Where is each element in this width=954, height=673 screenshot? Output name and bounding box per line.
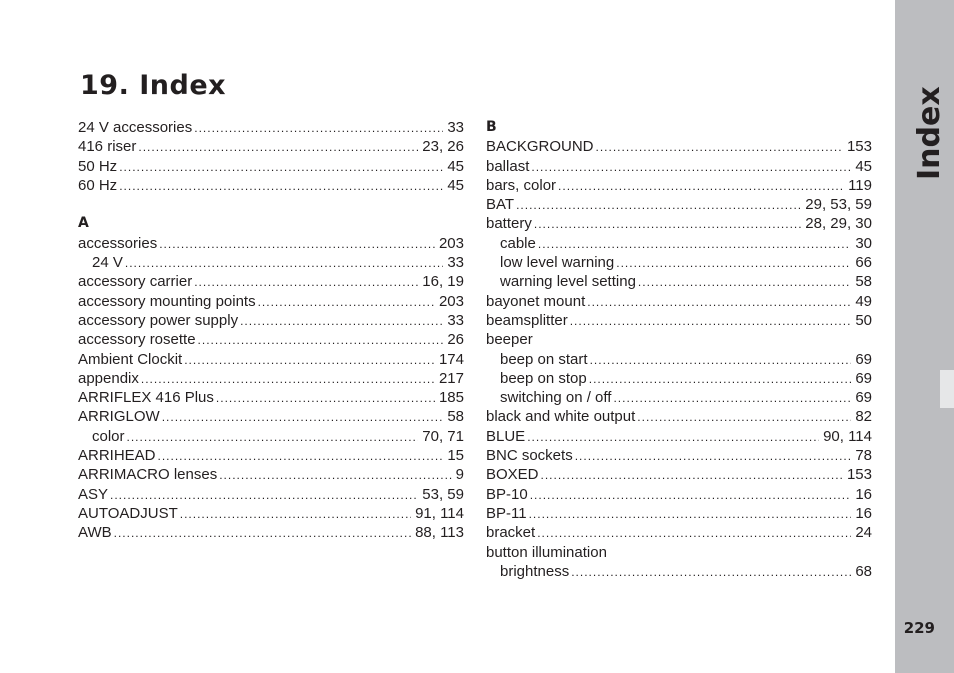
index-page-refs: 90, 114 — [823, 427, 872, 445]
dot-leader — [558, 177, 844, 196]
index-spacer — [78, 195, 464, 214]
dot-leader — [570, 312, 852, 331]
index-entry — [486, 137, 872, 156]
page-number: 229 — [903, 619, 935, 637]
index-entry — [78, 388, 464, 407]
index-subentry — [486, 272, 872, 291]
dot-leader — [531, 158, 851, 177]
index-term: BAT — [486, 196, 515, 214]
index-term: BACKGROUND — [486, 138, 594, 156]
dot-leader — [114, 524, 411, 543]
side-tab-label: Index — [912, 86, 947, 180]
index-page-refs: 88, 113 — [415, 524, 464, 542]
index-term: accessory rosette — [78, 331, 196, 349]
index-entry — [486, 292, 872, 311]
index-entry — [486, 523, 872, 542]
index-subentry — [486, 562, 872, 581]
dot-leader — [516, 196, 801, 215]
index-page-refs: 68 — [855, 562, 872, 580]
index-term: bayonet mount — [486, 292, 586, 310]
index-page-refs: 49 — [855, 292, 872, 310]
index-page-refs: 203 — [438, 292, 464, 310]
index-page-refs: 45 — [447, 176, 464, 194]
index-entry — [486, 407, 872, 426]
index-letter-heading: A — [78, 215, 89, 232]
index-page-refs: 119 — [848, 176, 872, 194]
index-term: ASY — [78, 485, 109, 503]
index-term: ballast — [486, 157, 530, 175]
index-term: accessory mounting points — [78, 292, 256, 310]
index-entry — [78, 485, 464, 504]
dot-leader — [575, 447, 852, 466]
index-entry — [78, 330, 464, 349]
index-term: beep on start — [500, 350, 588, 368]
index-term: beeper — [486, 331, 533, 349]
index-term: Ambient Clockit — [78, 350, 183, 368]
index-column-right — [486, 118, 872, 581]
index-subentry — [78, 427, 464, 446]
index-column-left — [78, 118, 464, 543]
index-page-refs: 50 — [855, 311, 872, 329]
dot-leader — [194, 119, 443, 138]
index-subentry — [486, 253, 872, 272]
dot-leader — [194, 273, 418, 292]
index-term: BP-11 — [486, 504, 527, 522]
dot-leader — [138, 138, 418, 157]
dot-leader — [590, 351, 852, 370]
index-entry — [486, 427, 872, 446]
index-term: bracket — [486, 524, 536, 542]
index-entry — [78, 311, 464, 330]
index-term: black and white output — [486, 408, 636, 426]
index-term: beep on stop — [500, 369, 587, 387]
page-title: 19. Index — [80, 70, 227, 101]
dot-leader — [125, 254, 443, 273]
dot-leader — [119, 158, 443, 177]
index-term: warning level setting — [500, 273, 636, 291]
dot-leader — [216, 389, 435, 408]
index-term: appendix — [78, 369, 139, 387]
index-entry — [486, 195, 872, 214]
index-term: switching on / off — [500, 389, 612, 407]
index-term: 24 V — [92, 254, 123, 272]
dot-leader — [162, 408, 444, 427]
index-entry — [486, 465, 872, 484]
index-term: AWB — [78, 524, 112, 542]
dot-leader — [538, 235, 851, 254]
dot-leader — [596, 138, 843, 157]
index-page-refs: 9 — [455, 466, 464, 484]
index-subentry — [486, 350, 872, 369]
index-term: 24 V accessories — [78, 119, 193, 136]
index-term: accessory carrier — [78, 273, 193, 291]
dot-leader — [530, 486, 852, 505]
index-term: ARRIGLOW — [78, 408, 160, 426]
index-entry — [486, 485, 872, 504]
index-term: color — [92, 427, 125, 445]
index-page-refs: 26 — [447, 331, 464, 349]
index-term: battery — [486, 215, 532, 233]
index-page-refs: 29, 53, 59 — [805, 196, 872, 214]
index-entry — [78, 292, 464, 311]
index-page-refs: 69 — [855, 369, 872, 387]
dot-leader — [638, 273, 851, 292]
index-term: button illumination — [486, 543, 607, 561]
index-entry — [486, 157, 872, 176]
dot-leader — [127, 428, 419, 447]
index-term: accessory power supply — [78, 311, 239, 329]
dot-leader — [110, 486, 418, 505]
index-page-refs: 78 — [855, 447, 872, 465]
index-term: 50 Hz — [78, 157, 118, 175]
dot-leader — [141, 370, 435, 389]
index-page-refs: 82 — [855, 408, 872, 426]
dot-leader — [158, 447, 444, 466]
index-page-refs: 16 — [855, 485, 872, 503]
dot-leader — [219, 466, 451, 485]
dot-leader — [534, 215, 801, 234]
index-entry — [78, 234, 464, 253]
index-term: BNC sockets — [486, 447, 573, 465]
index-term: ARRIMACRO lenses — [78, 466, 218, 484]
index-entry — [78, 176, 464, 195]
index-page-refs: 28, 29, 30 — [805, 215, 872, 233]
index-entry — [486, 543, 872, 562]
index-entry — [78, 407, 464, 426]
index-entry — [78, 369, 464, 388]
index-page-refs: 217 — [438, 369, 464, 387]
index-page-refs: 91, 114 — [415, 504, 464, 522]
dot-leader — [119, 177, 443, 196]
index-term: bars, color — [486, 176, 557, 194]
index-page-refs: 30 — [855, 234, 872, 252]
dot-leader — [589, 370, 852, 389]
dot-leader — [198, 331, 444, 350]
index-term: accessories — [78, 234, 158, 252]
index-term: 416 riser — [78, 138, 137, 156]
index-term: BP-10 — [486, 485, 528, 503]
index-term: BLUE — [486, 427, 526, 445]
index-term: beamsplitter — [486, 311, 568, 329]
index-entry — [486, 214, 872, 233]
dot-leader — [240, 312, 443, 331]
index-page-refs: 33 — [447, 254, 464, 272]
index-page-refs: 153 — [846, 138, 872, 156]
index-entry — [486, 446, 872, 465]
dot-leader — [529, 505, 852, 524]
index-subentry — [486, 234, 872, 253]
index-page-refs: 69 — [855, 350, 872, 368]
index-page-refs: 24 — [855, 524, 872, 542]
index-page-refs: 69 — [855, 389, 872, 407]
dot-leader — [541, 466, 843, 485]
index-page-refs: 70, 71 — [422, 427, 464, 445]
dot-leader — [159, 235, 435, 254]
index-entry — [78, 157, 464, 176]
index-page-refs: 33 — [447, 119, 464, 136]
index-page-refs: 174 — [438, 350, 464, 368]
index-page-refs: 203 — [438, 234, 464, 252]
index-entry — [78, 350, 464, 369]
index-page-refs: 33 — [447, 311, 464, 329]
index-entry — [486, 176, 872, 195]
index-entry — [78, 272, 464, 291]
index-page-refs: 16 — [855, 504, 872, 522]
dot-leader — [613, 389, 851, 408]
index-entry — [78, 137, 464, 156]
dot-leader — [537, 524, 851, 543]
dot-leader — [180, 505, 411, 524]
index-term: ARRIFLEX 416 Plus — [78, 389, 214, 407]
dot-leader — [587, 293, 851, 312]
index-page-refs: 53, 59 — [422, 485, 464, 503]
index-entry — [78, 465, 464, 484]
dot-leader — [616, 254, 851, 273]
index-term: brightness — [500, 562, 570, 580]
index-page-refs: 66 — [855, 254, 872, 272]
index-entry — [486, 504, 872, 523]
index-page-refs: 45 — [447, 157, 464, 175]
dot-leader — [571, 563, 851, 582]
index-entry — [78, 446, 464, 465]
index-page-refs: 23, 26 — [422, 138, 464, 156]
index-page-refs: 58 — [855, 273, 872, 291]
index-term: BOXED — [486, 466, 539, 484]
index-page-refs: 45 — [855, 157, 872, 175]
dot-leader — [258, 293, 435, 312]
index-term: AUTOADJUST — [78, 504, 178, 522]
thumb-tab-marker — [940, 370, 954, 408]
index-subentry — [486, 388, 872, 407]
index-term: 60 Hz — [78, 176, 118, 194]
index-entry — [78, 523, 464, 542]
index-entry — [78, 504, 464, 523]
index-subentry — [78, 253, 464, 272]
index-term: cable — [500, 234, 536, 252]
dot-leader — [184, 351, 435, 370]
index-page-refs: 58 — [447, 408, 464, 426]
index-entry — [486, 330, 872, 349]
dot-leader — [637, 408, 851, 427]
index-entry — [486, 311, 872, 330]
index-subentry — [486, 369, 872, 388]
index-term: low level warning — [500, 254, 615, 272]
index-term: ARRIHEAD — [78, 447, 156, 465]
index-page-refs: 16, 19 — [422, 273, 464, 291]
index-page-refs: 15 — [447, 447, 464, 465]
index-page-refs: 185 — [438, 389, 464, 407]
index-page-refs: 153 — [846, 466, 872, 484]
index-letter-heading: B — [486, 119, 497, 135]
index-entry — [78, 118, 464, 137]
dot-leader — [527, 428, 819, 447]
